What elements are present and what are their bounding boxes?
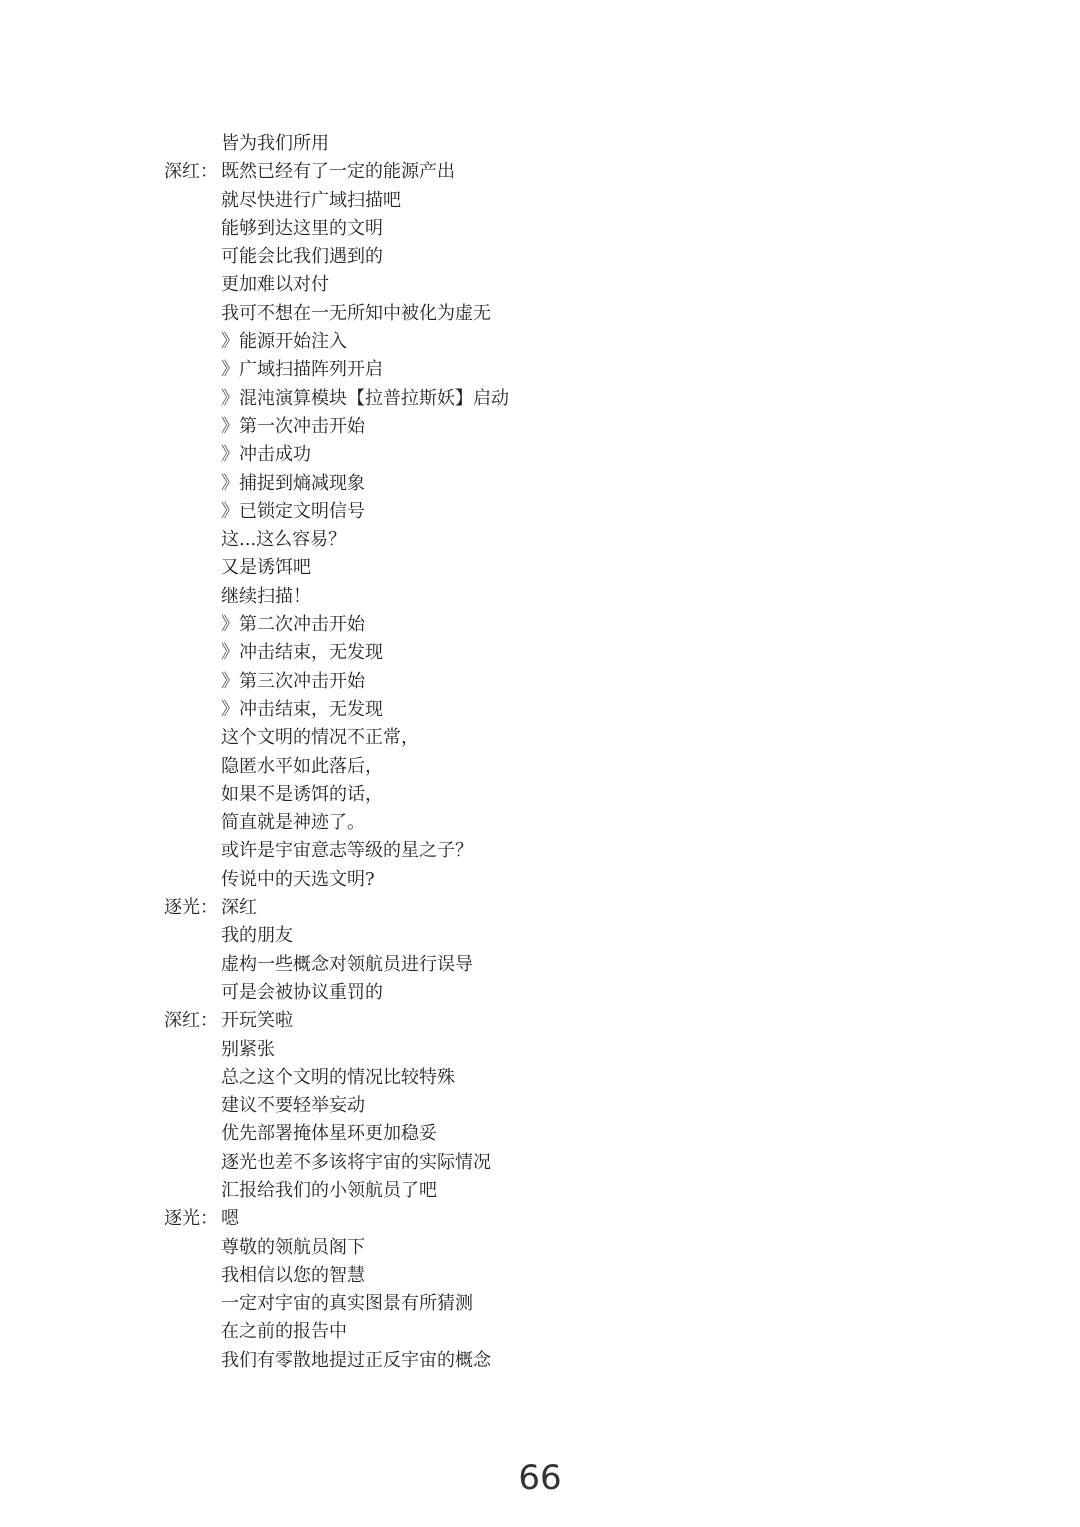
speaker-label: 深红： [164, 161, 218, 183]
dialogue-line [164, 243, 984, 271]
dialogue-line [164, 837, 984, 865]
dialogue-line [164, 583, 984, 611]
line-text: 优先部署掩体星环更加稳妥 [221, 1123, 437, 1145]
dialogue-line [164, 356, 984, 384]
dialogue-line [164, 1290, 984, 1318]
dialogue-line [164, 696, 984, 724]
line-text: 开玩笑啦 [221, 1010, 293, 1032]
line-text: 继续扫描！ [221, 585, 311, 607]
line-text: 我的朋友 [221, 925, 293, 947]
dialogue-line [164, 1007, 984, 1035]
dialogue-line [164, 1234, 984, 1262]
line-text: 虚构一些概念对领航员进行误导 [221, 953, 473, 975]
line-text: 》混沌演算模块【拉普拉斯妖】启动 [221, 387, 509, 409]
dialogue-line [164, 979, 984, 1007]
line-text: 》已锁定文明信号 [221, 500, 365, 522]
line-text: 》冲击成功 [221, 444, 311, 466]
dialogue-line [164, 894, 984, 922]
dialogue-line [164, 328, 984, 356]
dialogue-line [164, 1092, 984, 1120]
dialogue-line [164, 724, 984, 752]
line-text: 能够到达这里的文明 [221, 217, 383, 239]
line-text: 就尽快进行广域扫描吧 [221, 189, 401, 211]
dialogue-line [164, 809, 984, 837]
dialogue-line [164, 951, 984, 979]
dialogue-line [164, 187, 984, 215]
dialogue-line [164, 922, 984, 950]
line-text: 我相信以您的智慧 [221, 1264, 365, 1286]
speaker-label: 深红： [164, 1010, 218, 1032]
line-text: 我们有零散地提过正反宇宙的概念 [221, 1349, 491, 1371]
dialogue-line [164, 611, 984, 639]
line-text: 》冲击结束，无发现 [221, 642, 383, 664]
dialogue-script [164, 130, 984, 1375]
line-text: 深红 [221, 897, 257, 919]
dialogue-line [164, 271, 984, 299]
line-text: 或许是宇宙意志等级的星之子？ [221, 840, 473, 862]
line-text: 》第三次冲击开始 [221, 670, 365, 692]
line-text: 》广域扫描阵列开启 [221, 359, 383, 381]
dialogue-line [164, 413, 984, 441]
line-text: 更加难以对付 [221, 274, 329, 296]
dialogue-line [164, 1318, 984, 1346]
dialogue-line [164, 470, 984, 498]
dialogue-line [164, 498, 984, 526]
line-text: 皆为我们所用 [221, 133, 329, 154]
line-text: 》能源开始注入 [221, 331, 347, 353]
line-text: 可是会被协议重罚的 [221, 981, 383, 1003]
dialogue-line [164, 385, 984, 413]
dialogue-line [164, 300, 984, 328]
dialogue-line [164, 1149, 984, 1177]
line-text: 在之前的报告中 [221, 1321, 347, 1343]
speaker-label: 逐光： [164, 897, 218, 919]
line-text: 这...这么容易？ [221, 529, 347, 551]
line-text: 》第一次冲击开始 [221, 415, 365, 437]
line-text: 隐匿水平如此落后， [221, 755, 383, 777]
dialogue-line [164, 668, 984, 696]
line-text: 嗯 [221, 1208, 239, 1230]
dialogue-line [164, 526, 984, 554]
line-text: 又是诱饵吧 [221, 557, 311, 579]
line-text: 汇报给我们的小领航员了吧 [221, 1179, 437, 1201]
dialogue-line [164, 639, 984, 667]
line-text: 我可不想在一无所知中被化为虚无 [221, 302, 491, 324]
line-text: 总之这个文明的情况比较特殊 [221, 1066, 455, 1088]
dialogue-line [164, 130, 984, 158]
dialogue-line [164, 554, 984, 582]
dialogue-line [164, 1347, 984, 1375]
dialogue-line [164, 1064, 984, 1092]
line-text: 逐光也差不多该将宇宙的实际情况 [221, 1151, 491, 1173]
line-text: 》捕捉到熵减现象 [221, 472, 365, 494]
dialogue-line [164, 1262, 984, 1290]
line-text: 》冲击结束，无发现 [221, 698, 383, 720]
line-text: 》第二次冲击开始 [221, 614, 365, 636]
line-text: 如果不是诱饵的话， [221, 783, 383, 805]
line-text: 这个文明的情况不正常， [221, 727, 419, 749]
dialogue-line [164, 1036, 984, 1064]
dialogue-line [164, 1205, 984, 1233]
dialogue-line [164, 781, 984, 809]
line-text: 尊敬的领航员阁下 [221, 1236, 365, 1258]
dialogue-line [164, 753, 984, 781]
dialogue-line [164, 1177, 984, 1205]
dialogue-line [164, 1120, 984, 1148]
line-text: 既然已经有了一定的能源产出 [221, 161, 455, 183]
line-text: 简直就是神迹了。 [221, 812, 365, 834]
line-text: 建议不要轻举妄动 [221, 1095, 365, 1117]
line-text: 一定对宇宙的真实图景有所猜测 [221, 1293, 473, 1315]
dialogue-line [164, 441, 984, 469]
line-text: 传说中的天选文明? [221, 868, 375, 890]
dialogue-line [164, 158, 984, 186]
line-text: 可能会比我们遇到的 [221, 246, 383, 268]
page-number: 66 [518, 1458, 562, 1498]
line-text: 别紧张 [221, 1038, 275, 1060]
speaker-label: 逐光： [164, 1208, 218, 1230]
dialogue-line [164, 215, 984, 243]
dialogue-line [164, 866, 984, 894]
